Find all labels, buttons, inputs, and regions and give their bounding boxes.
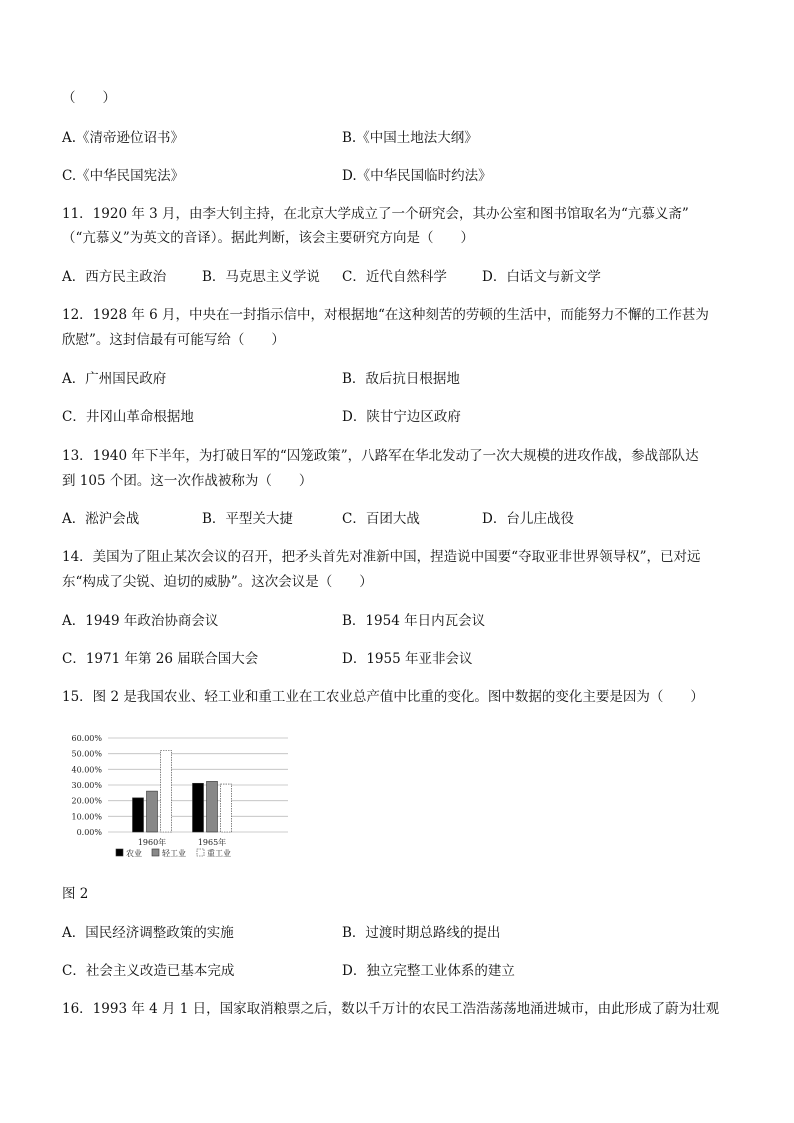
q11-option-a: A．西方民主政治 bbox=[62, 269, 167, 285]
legend-swatch-轻工业 bbox=[152, 849, 159, 856]
figure-2-bar-chart bbox=[62, 728, 302, 870]
q15-option-a: A．国民经济调整政策的实施 bbox=[62, 925, 234, 941]
q12-stem-line1: 12．1928 年 6 月，中央在一封指示信中，对根据地“在这种刻苦的劳顿的生活中，而能努力不懈的工作甚为 bbox=[62, 307, 709, 323]
chart-x-tick-labels bbox=[138, 837, 226, 847]
bar-农业-1965年 bbox=[193, 783, 204, 832]
q11-option-b: B．马克思主义学说 bbox=[202, 269, 320, 285]
y-tick-label: 0.00% bbox=[76, 828, 102, 837]
q12-option-c: C．井冈山革命根据地 bbox=[62, 409, 194, 425]
legend-label: 重工业 bbox=[207, 849, 231, 858]
q10-option-d: D.《中华民国临时约法》 bbox=[342, 168, 492, 184]
q14-option-a: A．1949 年政治协商会议 bbox=[62, 613, 219, 629]
chart-bars bbox=[133, 750, 232, 832]
q15-option-b: B．过渡时期总路线的提出 bbox=[342, 925, 501, 941]
x-tick-label: 1960年 bbox=[137, 838, 167, 847]
q12-stem-line2: 欣慰”。这封信最有可能写给（ ） bbox=[62, 332, 285, 348]
q14-stem-line2: 东“构成了尖锐、迫切的威胁”。这次会议是（ ） bbox=[62, 574, 373, 590]
y-tick-label: 50.00% bbox=[71, 749, 102, 759]
chart-y-tick-labels bbox=[71, 734, 102, 837]
q13-option-c: C．百团大战 bbox=[342, 511, 420, 527]
q15-option-c: C．社会主义改造已基本完成 bbox=[62, 963, 235, 979]
q13-option-a: A．淞沪会战 bbox=[62, 511, 140, 527]
bar-轻工业-1965年 bbox=[207, 781, 218, 832]
bar-重工业-1965年 bbox=[221, 784, 232, 832]
q12-option-b: B．敌后抗日根据地 bbox=[342, 371, 460, 387]
y-tick-label: 60.00% bbox=[71, 734, 102, 743]
bar-重工业-1960年 bbox=[161, 750, 172, 832]
q13-stem-line2: 到 105 个团。这一次作战被称为（ ） bbox=[62, 473, 313, 489]
legend-swatch-农业 bbox=[116, 849, 123, 856]
chart-legend bbox=[116, 848, 231, 858]
y-tick-label: 40.00% bbox=[71, 765, 102, 775]
bar-农业-1960年 bbox=[133, 798, 144, 832]
legend-label: 轻工业 bbox=[162, 849, 186, 858]
q11-option-c: C．近代自然科学 bbox=[342, 269, 447, 285]
y-tick-label: 20.00% bbox=[71, 796, 102, 806]
q13-option-d: D．台儿庄战役 bbox=[482, 511, 574, 527]
q14-option-b: B．1954 年日内瓦会议 bbox=[342, 613, 486, 629]
y-tick-label: 10.00% bbox=[71, 812, 102, 822]
q11-stem-line2: （“亢慕义”为英文的音译）。据此判断，该会主要研究方向是（ ） bbox=[62, 230, 475, 246]
q14-option-c: C．1971 年第 26 届联合国大会 bbox=[62, 651, 259, 667]
q14-stem-line1: 14．美国为了阻止某次会议的召开，把矛头首先对准新中国，捏造说中国要“夺取亚非世界领导权”，已对远 bbox=[62, 549, 701, 565]
q11-option-d: D．白话文与新文学 bbox=[482, 269, 601, 285]
x-tick-label: 1965年 bbox=[197, 838, 227, 847]
q10-answer-paren: （ ） bbox=[62, 90, 116, 106]
q10-option-a: A.《清帝逊位诏书》 bbox=[62, 130, 185, 146]
q12-option-a: A．广州国民政府 bbox=[62, 371, 167, 387]
q16-stem-line1: 16．1993 年 4 月 1 日，国家取消粮票之后，数以千万计的农民工浩浩荡荡地涌进城市，由此形成了蔚为壮观 bbox=[62, 1001, 720, 1017]
q10-option-c: C.《中华民国宪法》 bbox=[62, 168, 185, 184]
bar-轻工业-1960年 bbox=[147, 791, 158, 832]
q14-option-d: D．1955 年亚非会议 bbox=[342, 651, 473, 667]
q12-option-d: D．陕甘宁边区政府 bbox=[342, 409, 461, 425]
q11-stem-line1: 11．1920 年 3 月，由李大钊主持，在北京大学成立了一个研究会，其办公室和图书馆取名为“亢慕义斋” bbox=[62, 206, 689, 222]
legend-label: 农业 bbox=[126, 849, 142, 858]
q10-option-b: B.《中国土地法大纲》 bbox=[342, 130, 478, 146]
legend-swatch-重工业 bbox=[197, 849, 204, 856]
figure-caption: 图 2 bbox=[62, 886, 89, 902]
q15-stem-line1: 15．图 2 是我国农业、轻工业和重工业在工农业总产值中比重的变化。图中数据的变化主要是因为（ ） bbox=[62, 689, 704, 705]
y-tick-label: 30.00% bbox=[71, 781, 102, 790]
q15-option-d: D．独立完整工业体系的建立 bbox=[342, 963, 515, 979]
q13-option-b: B．平型关大捷 bbox=[202, 511, 293, 527]
q13-stem-line1: 13．1940 年下半年，为打破日军的“囚笼政策”，八路军在华北发动了一次大规模的进攻作战，参战部队达 bbox=[62, 448, 699, 464]
